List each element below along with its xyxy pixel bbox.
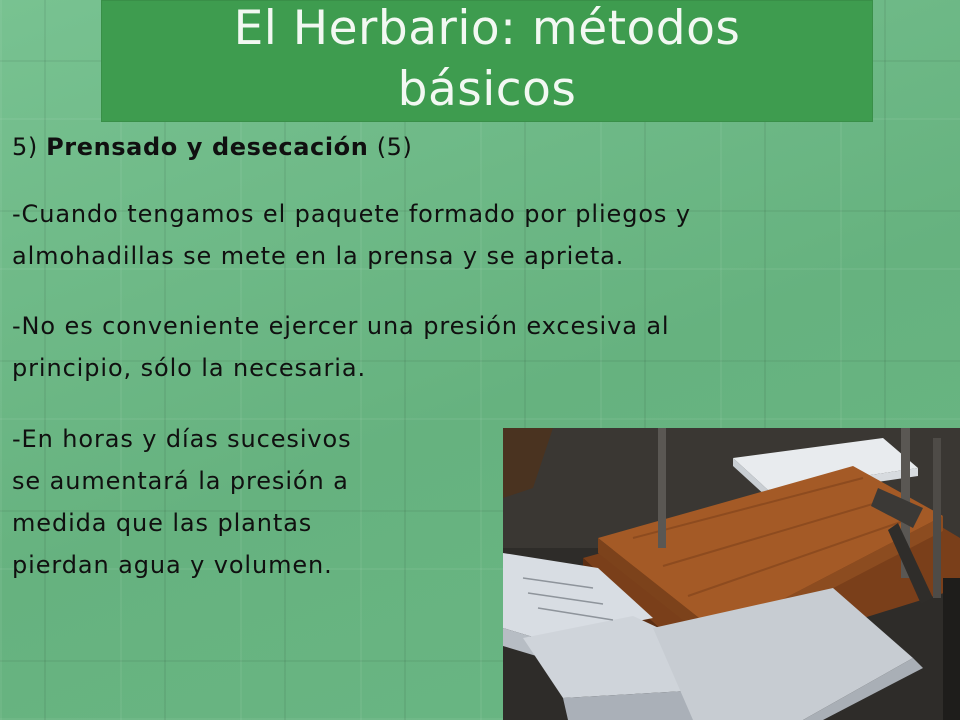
paragraph-3 <box>12 418 510 586</box>
paragraph-3-line-3: medida que las plantas <box>12 509 313 537</box>
paragraph-1-line-2: almohadillas se mete en la prensa y se aprieta. <box>12 242 625 270</box>
title-line-1: El Herbario: métodos <box>233 1 741 56</box>
slide-title <box>101 0 873 120</box>
section-heading <box>12 130 412 164</box>
section-heading-bold: Prensado y desecación <box>46 133 369 161</box>
plant-press-photo <box>503 428 960 720</box>
paragraph-2 <box>12 305 940 389</box>
section-suffix: (5) <box>376 133 413 161</box>
paragraph-3-line-2: se aumentará la presión a <box>12 467 349 495</box>
section-number: 5) <box>12 133 38 161</box>
paragraph-2-line-1: -No es conveniente ejercer una presión excesiva al <box>12 312 670 340</box>
paragraph-1 <box>12 193 940 277</box>
paragraph-3-line-4: pierdan agua y volumen. <box>12 551 333 579</box>
paragraph-2-line-2: principio, sólo la necesaria. <box>12 354 366 382</box>
title-line-2: básicos <box>397 62 577 117</box>
paragraph-3-line-1: -En horas y días sucesivos <box>12 425 352 453</box>
paragraph-1-line-1: -Cuando tengamos el paquete formado por pliegos y <box>12 200 691 228</box>
